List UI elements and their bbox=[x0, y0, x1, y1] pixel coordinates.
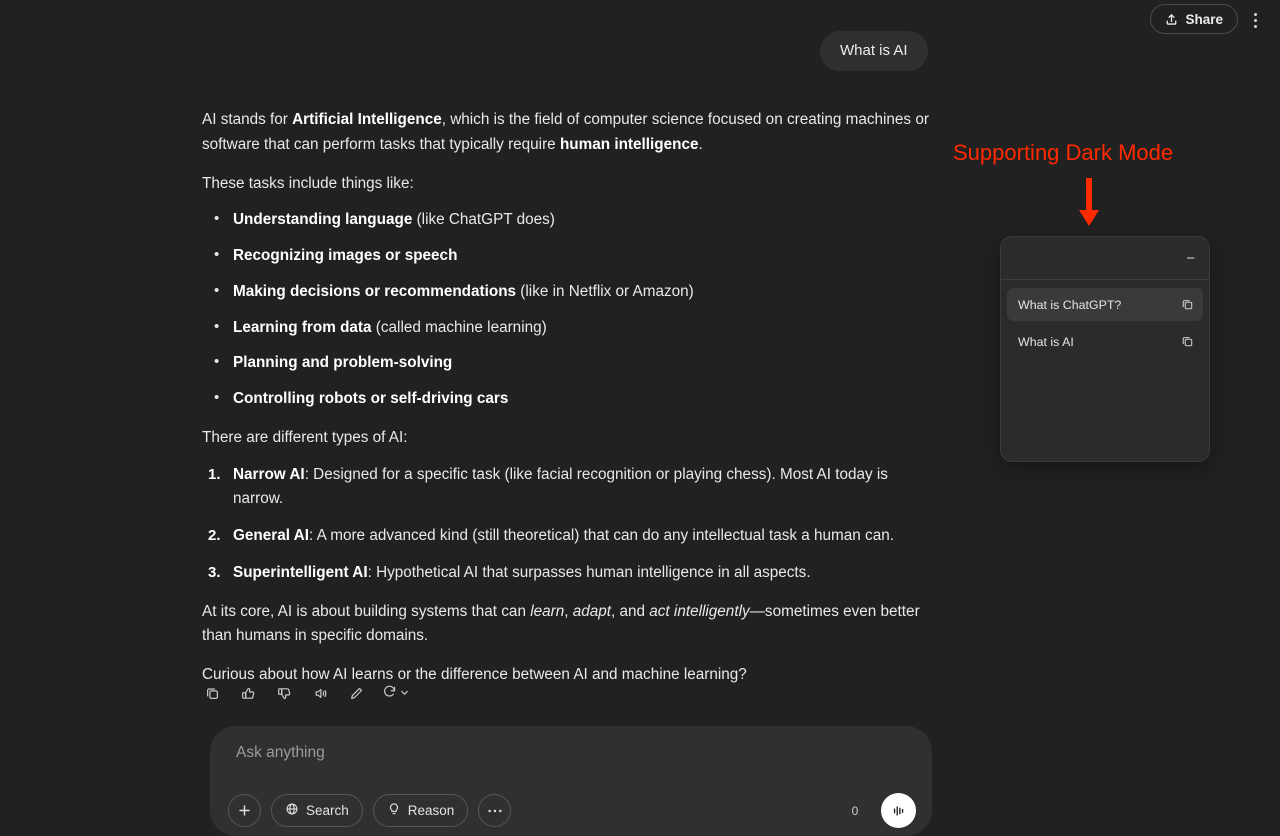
tasks-lead: These tasks include things like: bbox=[202, 174, 414, 192]
list-item[interactable] bbox=[1007, 325, 1203, 358]
item-rest: : Hypothetical AI that surpasses human intelligence in all aspects. bbox=[367, 563, 811, 581]
voice-waveform-icon[interactable] bbox=[881, 793, 916, 828]
copy-icon[interactable] bbox=[1181, 335, 1194, 348]
intro-end: . bbox=[698, 135, 703, 153]
panel-item-label: What is AI bbox=[1018, 334, 1074, 349]
minimize-button[interactable]: − bbox=[1186, 249, 1195, 267]
intro-bold-ai: Artificial Intelligence bbox=[292, 111, 442, 128]
annotation-arrow-icon bbox=[1073, 178, 1105, 228]
user-message-bubble bbox=[820, 31, 928, 71]
intro-pre: AI stands for bbox=[202, 111, 293, 128]
core-em-act: act intelligently bbox=[649, 602, 750, 620]
item-bold: General AI bbox=[233, 527, 309, 545]
core-pre: At its core, AI is about building systems that can bbox=[202, 602, 531, 620]
regenerate-button[interactable] bbox=[382, 684, 410, 704]
globe-icon bbox=[285, 802, 299, 819]
reason-button-label: Reason bbox=[407, 803, 455, 818]
chevron-down-icon bbox=[399, 685, 410, 703]
types-lead: There are different types of AI: bbox=[202, 428, 408, 446]
bullet-bold: Understanding language bbox=[233, 211, 413, 229]
annotation-text: Supporting Dark Mode bbox=[953, 140, 1174, 165]
intro-bold-human: human intelligence bbox=[559, 135, 699, 153]
paragraph-intro bbox=[202, 108, 938, 158]
list-item bbox=[202, 244, 938, 269]
panel-item-label: What is ChatGPT? bbox=[1018, 297, 1122, 312]
regenerate-icon bbox=[382, 684, 397, 704]
share-button[interactable] bbox=[1150, 4, 1238, 34]
list-item bbox=[202, 561, 938, 586]
add-attachment-button[interactable] bbox=[228, 794, 261, 827]
intro-mid: , which is the field of computer science focused on creating machines or software that can perform tasks that typically require bbox=[202, 111, 929, 153]
more-options-button[interactable] bbox=[478, 794, 511, 827]
paragraph-core bbox=[202, 600, 938, 650]
copy-icon[interactable] bbox=[202, 683, 223, 704]
item-bold: Superintelligent AI bbox=[233, 563, 368, 581]
core-em-adapt: adapt bbox=[572, 602, 611, 620]
bullet-bold: Controlling robots or self-driving cars bbox=[233, 390, 509, 408]
paragraph-followup: Curious about how AI learns or the difference between AI and machine learning? bbox=[202, 666, 747, 684]
list-item bbox=[202, 463, 938, 513]
message-actions bbox=[202, 683, 410, 704]
composer-toolbar bbox=[228, 793, 916, 828]
list-item bbox=[202, 280, 938, 305]
task-bullet-list bbox=[202, 208, 938, 412]
bullet-bold: Recognizing images or speech bbox=[233, 247, 458, 265]
list-item bbox=[202, 351, 938, 376]
panel-header bbox=[1001, 237, 1209, 280]
item-rest: : A more advanced kind (still theoretical) that can do any intellectual task a human can. bbox=[308, 527, 894, 545]
core-em-learn: learn bbox=[530, 602, 565, 620]
item-rest: : Designed for a specific task (like facial recognition or playing chess). Most AI today is narrow. bbox=[233, 465, 888, 508]
item-bold: Narrow AI bbox=[233, 465, 305, 483]
composer-placeholder: Ask anything bbox=[236, 744, 325, 761]
thumbs-down-icon[interactable] bbox=[274, 683, 295, 704]
bullet-bold: Planning and problem-solving bbox=[233, 354, 453, 372]
core-sep2: , and bbox=[611, 602, 650, 620]
panel-item-list bbox=[1001, 280, 1209, 358]
dark-mode-panel bbox=[1000, 236, 1210, 462]
bullet-rest: (called machine learning) bbox=[371, 318, 547, 336]
search-button[interactable] bbox=[271, 794, 363, 827]
list-item bbox=[202, 524, 938, 549]
speaker-icon[interactable] bbox=[310, 683, 331, 704]
list-item bbox=[202, 208, 938, 233]
ai-types-list bbox=[202, 463, 938, 586]
bullet-bold: Learning from data bbox=[233, 318, 372, 336]
token-counter: 0 bbox=[851, 803, 859, 818]
list-item bbox=[202, 316, 938, 341]
upload-icon bbox=[1165, 13, 1178, 26]
list-item[interactable] bbox=[1007, 288, 1203, 321]
user-message-text: What is AI bbox=[840, 42, 908, 59]
bullet-bold: Making decisions or recommendations bbox=[233, 282, 517, 300]
share-button-label: Share bbox=[1185, 11, 1223, 27]
copy-icon[interactable] bbox=[1181, 298, 1194, 311]
top-bar bbox=[0, 0, 1280, 40]
search-button-label: Search bbox=[306, 803, 349, 818]
list-item bbox=[202, 387, 938, 412]
bullet-rest: (like ChatGPT does) bbox=[412, 211, 555, 229]
assistant-message bbox=[202, 108, 938, 702]
edit-icon[interactable] bbox=[346, 683, 367, 704]
bullet-rest: (like in Netflix or Amazon) bbox=[516, 282, 694, 300]
thumbs-up-icon[interactable] bbox=[238, 683, 259, 704]
core-end: —sometimes even better than humans in specific domains. bbox=[202, 602, 920, 645]
kebab-menu-icon[interactable] bbox=[1244, 8, 1266, 32]
core-sep1: , bbox=[564, 602, 573, 620]
lightbulb-icon bbox=[387, 802, 401, 819]
reason-button[interactable] bbox=[373, 794, 469, 827]
composer-right-controls bbox=[839, 793, 916, 828]
composer[interactable] bbox=[210, 726, 932, 836]
